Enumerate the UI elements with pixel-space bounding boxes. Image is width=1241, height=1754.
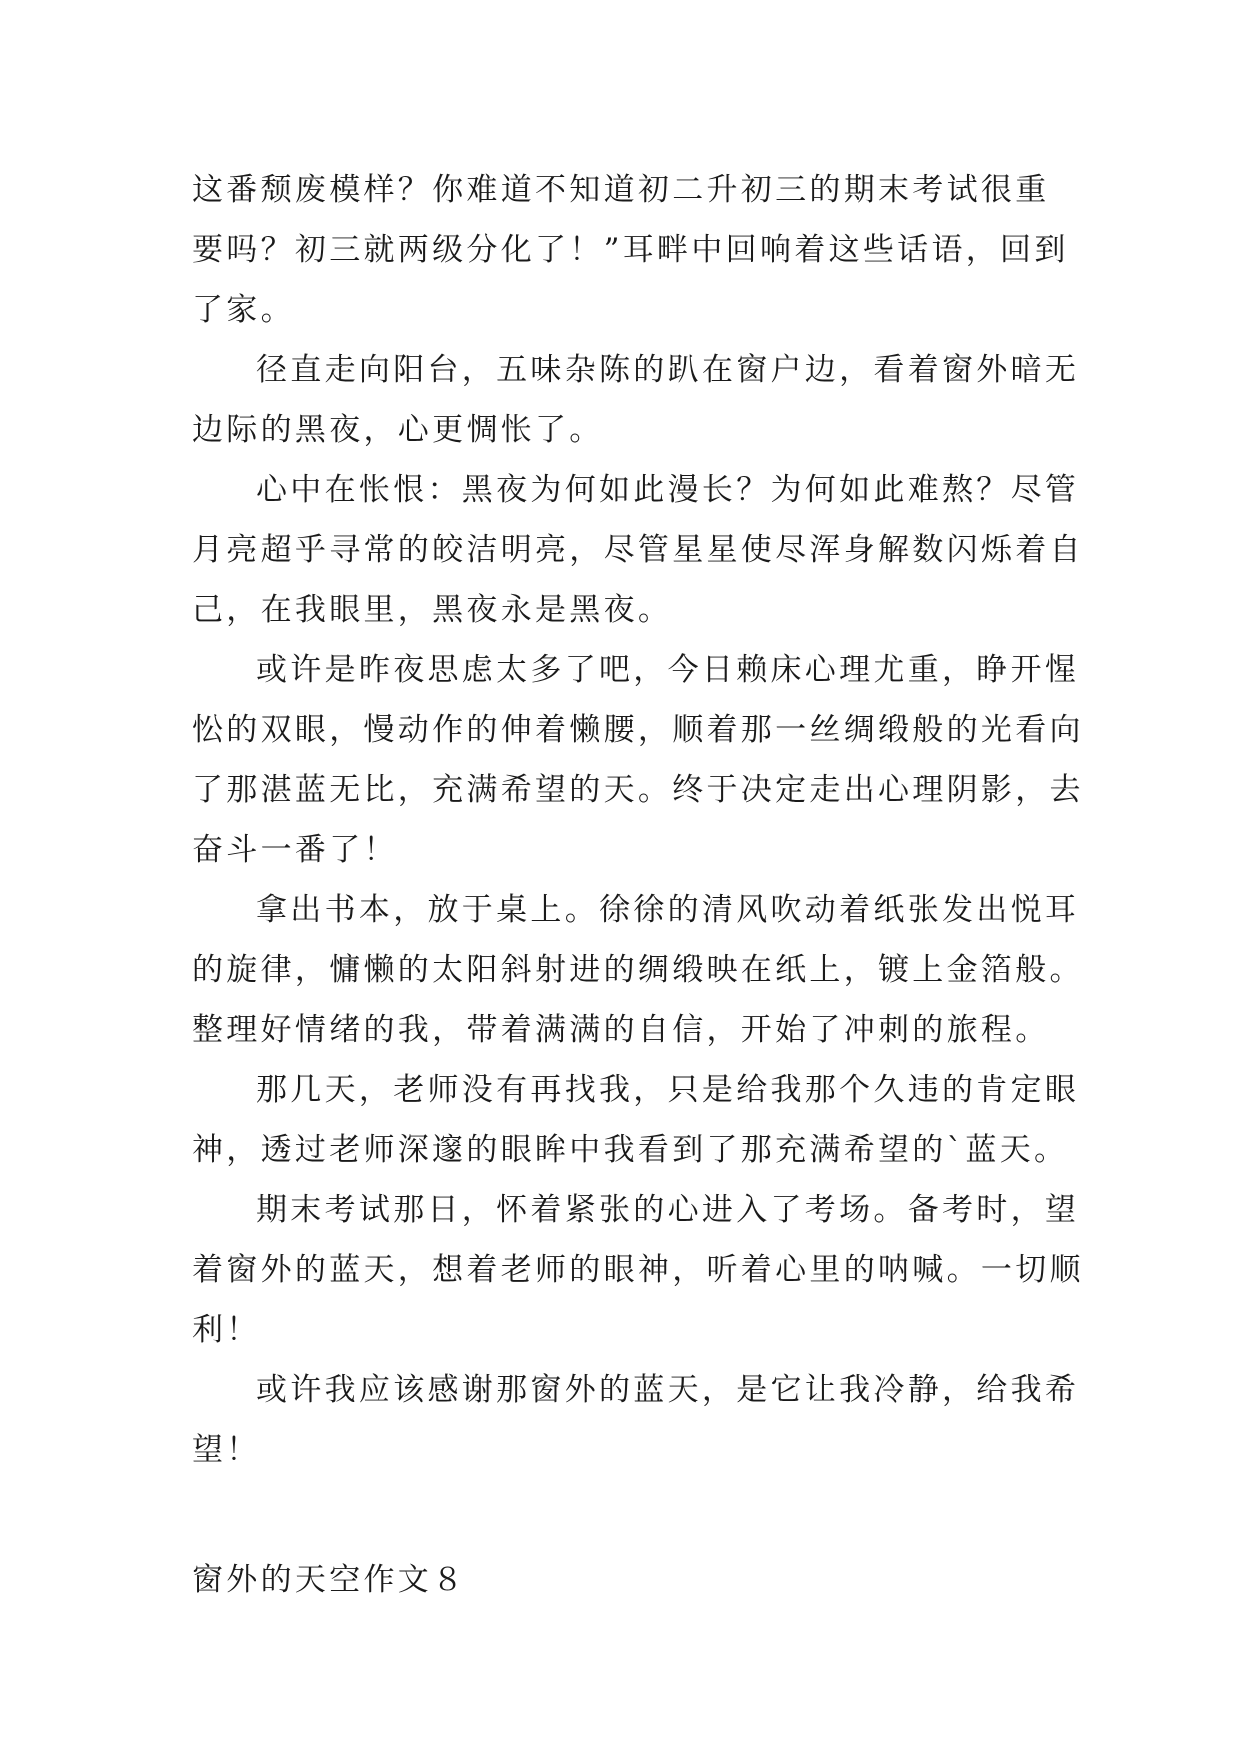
text-line: 那几天，老师没有再找我，只是给我那个久违的肯定眼 (256, 1072, 1080, 1108)
text-line: 了那湛蓝无比，充满希望的天。终于决定走出心理阴影，去 (192, 772, 1084, 808)
text-line: 或许是昨夜思虑太多了吧，今日赖床心理尤重，睁开惺 (256, 652, 1080, 688)
section-heading: 窗外的天空作文８ (192, 1562, 467, 1598)
text-line: 己，在我眼里，黑夜永是黑夜。 (192, 592, 673, 628)
text-line: 望！ (192, 1432, 261, 1468)
text-line: 的旋律，慵懒的太阳斜射进的绸缎映在纸上，镀上金箔般。 (192, 952, 1084, 988)
text-line: 了家。 (192, 292, 295, 328)
text-line: 利！ (192, 1312, 261, 1348)
text-line: 奋斗一番了！ (192, 832, 398, 868)
text-line: 边际的黑夜，心更惆怅了。 (192, 412, 604, 448)
document-body (192, 160, 1084, 1610)
text-line: 心中在怅恨：黑夜为何如此漫长？为何如此难熬？尽管 (256, 472, 1080, 508)
text-line: 拿出书本，放于桌上。徐徐的清风吹动着纸张发出悦耳 (256, 892, 1080, 928)
text-line: 着窗外的蓝天，想着老师的眼神，听着心里的呐喊。一切顺 (192, 1252, 1084, 1288)
text-line: 径直走向阳台，五味杂陈的趴在窗户边，看着窗外暗无 (256, 352, 1080, 388)
text-line: 整理好情绪的我，带着满满的自信，开始了冲刺的旅程。 (192, 1012, 1050, 1048)
text-line: 这番颓废模样？你难道不知道初二升初三的期末考试很重 (192, 172, 1050, 208)
text-line: 神，透过老师深邃的眼眸中我看到了那充满希望的`蓝天。 (192, 1132, 1069, 1168)
section-gap (192, 1480, 1052, 1550)
text-line: 要吗？初三就两级分化了！”耳畔中回响着这些话语，回到 (192, 232, 1069, 268)
text-line: 期末考试那日，怀着紧张的心进入了考场。备考时，望 (256, 1192, 1080, 1228)
text-line: 月亮超乎寻常的皎洁明亮，尽管星星使尽浑身解数闪烁着自 (192, 532, 1084, 568)
text-line: 或许我应该感谢那窗外的蓝天，是它让我冷静，给我希 (256, 1372, 1080, 1408)
text-line: 忪的双眼，慢动作的伸着懒腰，顺着那一丝绸缎般的光看向 (192, 712, 1084, 748)
